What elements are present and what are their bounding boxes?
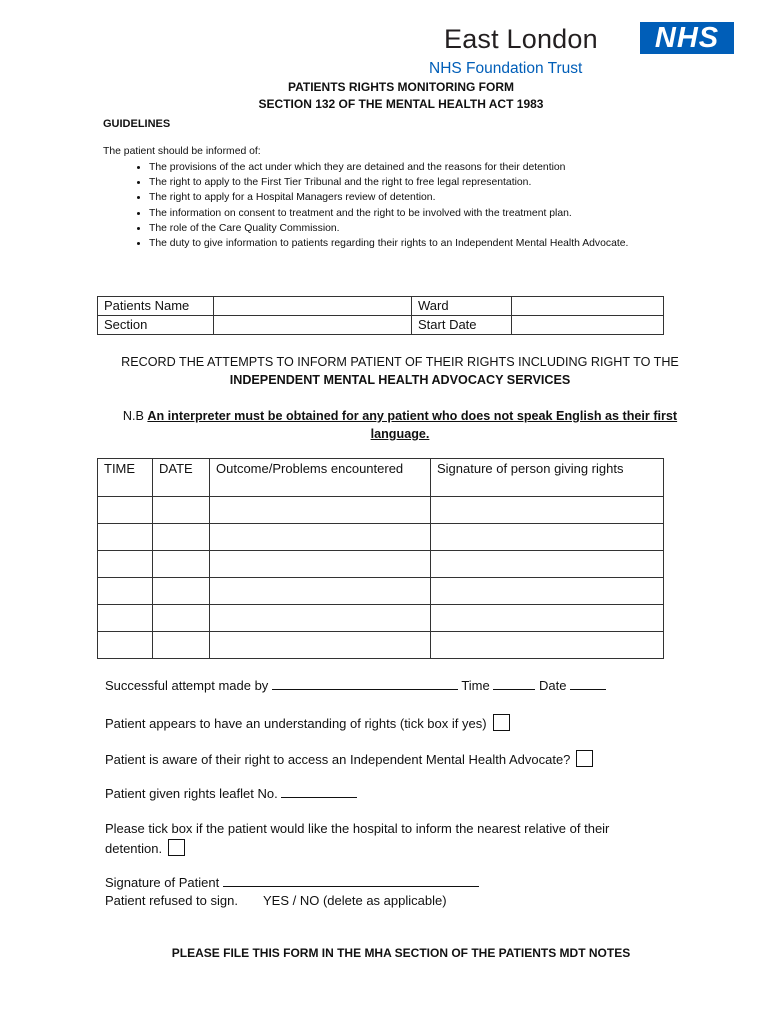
refused-row [105, 893, 447, 908]
date-cell[interactable] [153, 605, 210, 632]
guidelines-list [130, 160, 659, 251]
signature-cell[interactable] [431, 605, 664, 632]
nhs-logo: NHS [640, 22, 734, 54]
table-row [98, 578, 664, 605]
signature-row [105, 875, 479, 890]
guideline-item: • The duty to give information to patients regarding their rights to an Independent Mental Health Advocate. [149, 236, 659, 251]
leaflet-field[interactable] [281, 796, 357, 798]
signature-cell[interactable] [431, 497, 664, 524]
time-cell[interactable] [98, 551, 153, 578]
time-label: Time [461, 678, 490, 693]
leaflet-label: Patient given rights leaflet No. [105, 786, 278, 801]
record-line2: INDEPENDENT MENTAL HEALTH ADVOCACY SERVICES [229, 373, 571, 387]
outcome-cell[interactable] [210, 605, 431, 632]
time-cell[interactable] [98, 632, 153, 659]
trust-name: NHS Foundation Trust [429, 60, 583, 77]
signature-cell[interactable] [431, 524, 664, 551]
time-cell[interactable] [98, 524, 153, 551]
successful-attempt-field[interactable] [272, 688, 458, 690]
time-field[interactable] [493, 688, 535, 690]
interpreter-note [100, 407, 700, 443]
outcome-cell[interactable] [210, 578, 431, 605]
record-line1: RECORD THE ATTEMPTS TO INFORM PATIENT OF THEIR RIGHTS INCLUDING RIGHT TO THE [121, 355, 679, 369]
understanding-checkbox[interactable] [493, 714, 510, 731]
form-title: PATIENTS RIGHTS MONITORING FORM [288, 80, 514, 94]
signature-cell[interactable] [431, 578, 664, 605]
section-field[interactable] [214, 316, 412, 335]
patients-name-field[interactable] [214, 297, 412, 316]
guideline-item: • The role of the Care Quality Commission. [149, 221, 659, 236]
relative-label-line2: detention. [105, 841, 163, 856]
signature-cell[interactable] [431, 632, 664, 659]
table-row [98, 524, 664, 551]
org-name: East London [444, 24, 598, 54]
date-field[interactable] [570, 688, 606, 690]
start-date-field[interactable] [512, 316, 664, 335]
relative-checkbox[interactable] [168, 839, 185, 856]
refused-label: Patient refused to sign. [105, 893, 238, 908]
date-cell[interactable] [153, 632, 210, 659]
record-instruction [100, 353, 700, 389]
table-row [98, 632, 664, 659]
note-prefix: N.B [122, 409, 144, 423]
col-time: TIME [98, 459, 153, 497]
col-signature: Signature of person giving rights [431, 459, 664, 497]
outcome-cell[interactable] [210, 497, 431, 524]
date-cell[interactable] [153, 551, 210, 578]
leaflet-row [105, 786, 357, 801]
ward-label: Ward [412, 297, 512, 316]
time-cell[interactable] [98, 497, 153, 524]
successful-attempt-row [105, 678, 606, 693]
refused-options: YES / NO (delete as applicable) [263, 893, 447, 908]
patients-name-label: Patients Name [98, 297, 214, 316]
patient-details-table [97, 296, 664, 335]
understanding-row [105, 714, 510, 731]
start-date-label: Start Date [412, 316, 512, 335]
outcome-cell[interactable] [210, 632, 431, 659]
relative-row [105, 839, 185, 856]
guideline-item: • The provisions of the act under which they are detained and the reasons for their detention [149, 160, 659, 175]
time-cell[interactable] [98, 605, 153, 632]
understanding-label: Patient appears to have an understanding of rights (tick box if yes) [105, 716, 487, 731]
guideline-item: • The right to apply for a Hospital Managers review of detention. [149, 190, 659, 205]
relative-label-line1: Please tick box if the patient would like the hospital to inform the nearest relative of their [105, 821, 610, 836]
guidelines-heading: GUIDELINES [103, 118, 171, 130]
date-cell[interactable] [153, 497, 210, 524]
successful-attempt-label: Successful attempt made by [105, 678, 269, 693]
guideline-item: • The information on consent to treatment and the right to be involved with the treatment plan. [149, 206, 659, 221]
attempts-table [97, 458, 664, 659]
date-label: Date [538, 678, 567, 693]
outcome-cell[interactable] [210, 524, 431, 551]
signature-field[interactable] [223, 885, 479, 887]
outcome-cell[interactable] [210, 551, 431, 578]
ward-field[interactable] [512, 297, 664, 316]
table-row [98, 551, 664, 578]
time-cell[interactable] [98, 578, 153, 605]
section-label: Section [98, 316, 214, 335]
date-cell[interactable] [153, 578, 210, 605]
form-subtitle: SECTION 132 OF THE MENTAL HEALTH ACT 1983 [258, 97, 544, 111]
col-outcome: Outcome/Problems encountered [210, 459, 431, 497]
guidelines-intro: The patient should be informed of: [103, 146, 261, 157]
imha-label: Patient is aware of their right to access an Independent Mental Health Advocate? [105, 752, 571, 767]
table-row [98, 497, 664, 524]
signature-cell[interactable] [431, 551, 664, 578]
table-row [98, 605, 664, 632]
signature-label: Signature of Patient [105, 875, 220, 890]
final-instruction: PLEASE FILE THIS FORM IN THE MHA SECTION OF THE PATIENTS MDT NOTES [171, 946, 631, 960]
guideline-item: • The right to apply to the First Tier Tribunal and the right to free legal representation. [149, 175, 659, 190]
col-date: DATE [153, 459, 210, 497]
imha-checkbox[interactable] [576, 750, 593, 767]
note-text: An interpreter must be obtained for any patient who does not speak English as their first language. [147, 409, 678, 441]
imha-row [105, 750, 593, 767]
date-cell[interactable] [153, 524, 210, 551]
